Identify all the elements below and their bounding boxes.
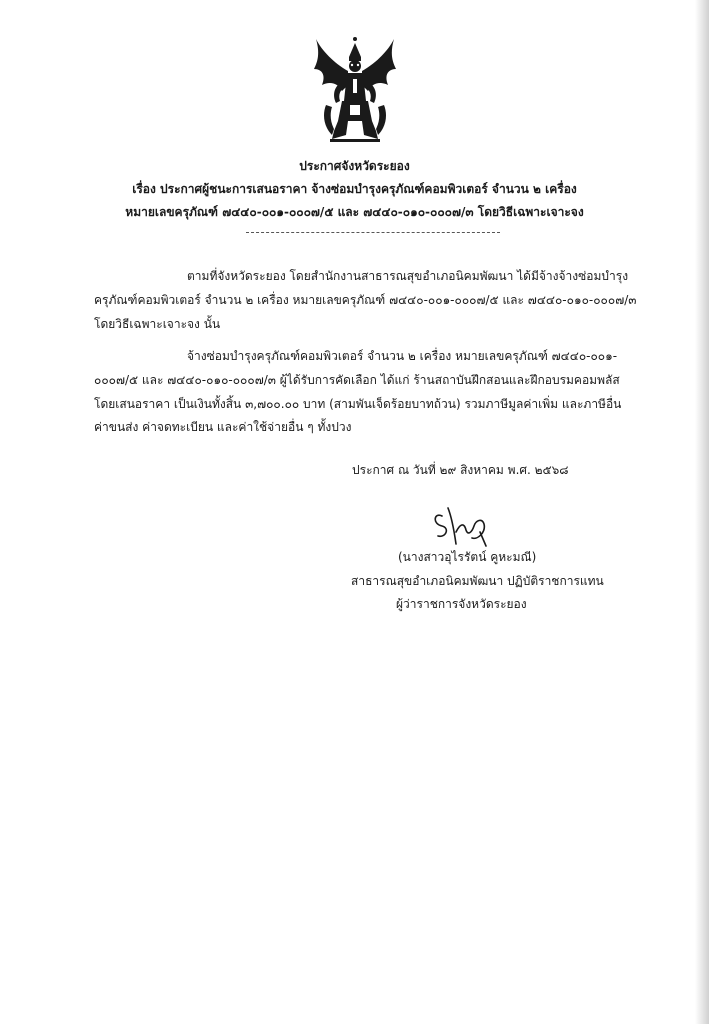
para1-line-1: ตามที่จังหวัดระยอง โดยสำนักงานสาธารณสุขอำเภอนิคมพัฒนา ได้มีจ้างจ้างซ่อมบำรุง [187,269,629,283]
announcement-date: ประกาศ ณ วันที่ ๒๙ สิงหาคม พ.ศ. ๒๕๖๘ [352,463,569,477]
subject-line-1: เรื่อง ประกาศผู้ชนะการเสนอราคา จ้างซ่อมบำรุงครุภัณฑ์คอมพิวเตอร์ จำนวน ๒ เครื่อง [132,182,577,196]
document-title: ประกาศจังหวัดระยอง [299,159,410,173]
para2-line-4: ค่าขนส่ง ค่าจดทะเบียน และค่าใช้จ่ายอื่น ๆ ทั้งปวง [94,420,352,434]
para1-line-2: ครุภัณฑ์คอมพิวเตอร์ จำนวน ๒ เครื่อง หมายเลขครุภัณฑ์ ๗๔๔๐-๐๐๑-๐๐๐๗/๕ และ ๗๔๔๐-๐๑๐-๐๐๐๗/๓ [94,293,637,307]
signer-position-2: ผู้ว่าราชการจังหวัดระยอง [396,597,527,611]
para2-line-2: ๐๐๐๗/๕ และ ๗๔๔๐-๐๑๐-๐๐๐๗/๓ ผู้ได้รับการคัดเลือก ได้แก่ ร้านสถาบันฝึกสอนและฝึกอบรมคอมพลัส [94,373,620,387]
page-edge-shadow [695,0,709,1024]
header-divider [246,232,500,233]
subject-line-2: หมายเลขครุภัณฑ์ ๗๔๔๐-๐๐๑-๐๐๐๗/๕ และ ๗๔๔๐-๐๑๐-๐๐๐๗/๓ โดยวิธีเฉพาะเจาะจง [125,205,584,219]
signer-position-1: สาธารณสุขอำเภอนิคมพัฒนา ปฏิบัติราชการแทน [351,574,604,588]
para2-line-1: จ้างซ่อมบำรุงครุภัณฑ์คอมพิวเตอร์ จำนวน ๒ เครื่อง หมายเลขครุภัณฑ์ ๗๔๔๐-๐๐๑- [187,349,618,363]
garuda-emblem-icon [312,35,398,147]
handwritten-signature-icon [428,502,498,552]
signer-name: (นางสาวอุไรรัตน์ คูหะมณี) [398,550,537,564]
para2-line-3: โดยเสนอราคา เป็นเงินทั้งสิ้น ๓,๗๐๐.๐๐ บาท (สามพันเจ็ดร้อยบาทถ้วน) รวมภาษีมูลค่าเพิ่ม และภาษีอื่น [94,397,622,411]
para1-line-3: โดยวิธีเฉพาะเจาะจง นั้น [94,317,221,331]
